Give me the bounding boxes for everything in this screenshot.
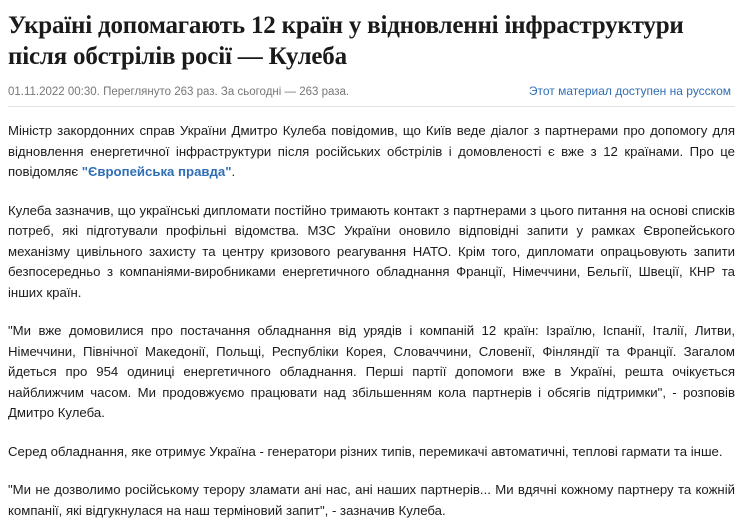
article-paragraph xyxy=(8,321,735,424)
paragraph-text: "Ми вже домовилися про постачання обладнання від урядів і компаній 12 країн: Ізраїлю, Іспанії, Італії, Литви, Німеччини, Північної Македонії, Польщі, Республіки Корея, Словаччини, Словенії, Фінляндії та Франції. Загалом йдеться про 954 одиниці енергетичного обладнання. Перші партії допомоги вже в Україні, решта очікується найближчим часом. Ми продовжуємо працювати над збільшенням кола партнерів і обсягів підтримки", - розповів Дмитро Кулеба. xyxy=(8,323,735,420)
article-body xyxy=(8,121,735,521)
meta-divider xyxy=(8,106,735,107)
article-paragraph xyxy=(8,201,735,304)
paragraph-text: Кулеба зазначив, що українські дипломати постійно тримають контакт з партнерами з цього питання на основі списків потреб, які підготували профільні відомства. МЗС України оновило відповідні запити у рамках Європейського механізму цивільного захисту та центру кризового реагування НАТО. Крім того, дипломати опрацьовують запити безпосередньо з компаніями-виробниками енергетичного обладнання Франції, Німеччини, Бельгії, Швеції, КНР та інших країн. xyxy=(8,202,735,300)
paragraph-text-tail: . xyxy=(231,164,236,179)
russian-version-link[interactable]: Этот материал доступен на русском xyxy=(528,84,731,98)
article-meta-row xyxy=(8,84,735,100)
page-title: Україні допомагають 12 країн у відновленні інфраструктури після обстрілів росії — Кулеба xyxy=(8,12,684,70)
paragraph-text: Серед обладнання, яке отримує Україна - генератори різних типів, перемикачі автоматичні, теплові гармати та інше. xyxy=(8,443,723,459)
paragraph-text: "Ми не дозволимо російському терору зламати ані нас, ані наших партнерів... Ми вдячні кожному партнеру та кожній компанії, які відгукнулася на наш терміновий запит", - зазначив Кулеба. xyxy=(8,482,735,518)
article-meta-info: 01.11.2022 00:30. Переглянуто 263 раз. За сьогодні — 263 раза. xyxy=(8,86,350,98)
article-paragraph xyxy=(8,121,735,183)
paragraph-text: Міністр закордонних справ України Дмитро Кулеба повідомив, що Київ веде діалог з партнерами про допомогу для відновлення енергетичної інфраструктури після російських обстрілів і домовленості є вже з 12 країнами. Про це повідомляє xyxy=(8,123,735,179)
article-paragraph xyxy=(8,442,735,463)
source-link[interactable]: "Європейська правда" xyxy=(81,164,232,179)
article-paragraph xyxy=(8,480,735,521)
